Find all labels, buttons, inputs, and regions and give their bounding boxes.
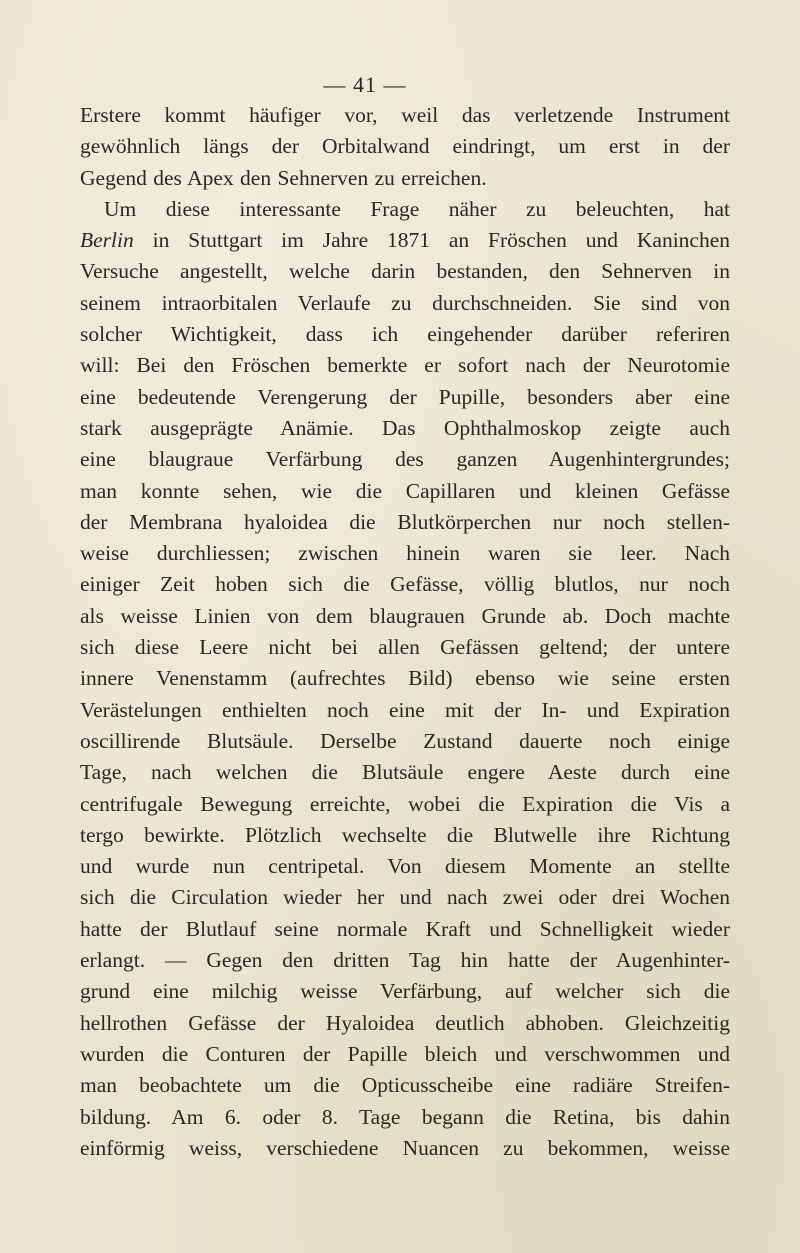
text-line: bildung. Am 6. oder 8. Tage begann die Retina, bis dahin <box>80 1104 730 1129</box>
text-line-rest: in Stuttgart im Jahre 1871 an Fröschen und Kaninchen <box>152 228 731 253</box>
text-line: Erstere kommt häufiger vor, weil das verletzende Instrument <box>80 103 730 127</box>
text-line: eine bedeutende Verengerung der Pupille, besonders aber eine <box>80 384 730 409</box>
text-line: tergo bewirkte. Plötzlich wechselte die Blutwelle ihre Richtung <box>80 822 730 847</box>
text-line: weise durchliessen; zwischen hinein waren sie leer. Nach <box>80 541 730 566</box>
text-line: hellrothen Gefässe der Hyaloidea deutlich abhoben. Gleichzeitig <box>80 1010 730 1035</box>
text-line: gewöhnlich längs der Orbitalwand eindringt, um erst in der <box>80 134 730 159</box>
text-line: einiger Zeit hoben sich die Gefässe, völlig blutlos, nur noch <box>80 572 730 597</box>
text-line: Verästelungen enthielten noch eine mit der In- und Expiration <box>80 697 730 722</box>
text-line: man konnte sehen, wie die Capillaren und kleinen Gefässe <box>80 478 730 503</box>
text-line: und wurde nun centripetal. Von diesem Momente an stellte <box>80 854 730 879</box>
text-line: wurden die Conturen der Papille bleich und verschwommen und <box>80 1041 730 1066</box>
text-line: centrifugale Bewegung erreichte, wobei die Expiration die Vis a <box>80 791 730 816</box>
text-line: Tage, nach welchen die Blutsäule engere Aeste durch eine <box>80 760 730 785</box>
text-line: solcher Wichtigkeit, dass ich eingehender darüber referiren <box>80 322 730 347</box>
text-line: oscillirende Blutsäule. Derselbe Zustand dauerte noch einige <box>80 728 730 753</box>
author-name: Berlin <box>80 228 134 253</box>
text-line: grund eine milchig weisse Verfärbung, auf welcher sich die <box>80 979 730 1004</box>
text-line: stark ausgeprägte Anämie. Das Ophthalmoskop zeigte auch <box>80 415 730 440</box>
text-line: sich die Circulation wieder her und nach zwei oder drei Wochen <box>80 885 730 910</box>
body-text <box>80 100 730 1164</box>
text-line <box>80 225 730 256</box>
text-line: Versuche angestellt, welche darin bestanden, den Sehnerven in <box>80 259 730 284</box>
text-line: hatte der Blutlauf seine normale Kraft und Schnelligkeit wieder <box>80 916 730 941</box>
text-line: man beobachtete um die Opticusscheibe eine radiäre Streifen- <box>80 1073 730 1098</box>
text-line: einförmig weiss, verschiedene Nuancen zu bekommen, weisse <box>80 1135 730 1160</box>
page-number: — 41 — <box>323 72 407 97</box>
text-line: seinem intraorbitalen Verlaufe zu durchschneiden. Sie sind von <box>80 290 730 315</box>
text-line: innere Venenstamm (aufrechtes Bild) ebenso wie seine ersten <box>80 666 730 691</box>
text-line: eine blaugraue Verfärbung des ganzen Augenhintergrundes; <box>80 447 730 472</box>
text-line: Um diese interessante Frage näher zu beleuchten, hat <box>104 196 730 221</box>
text-line: sich diese Leere nicht bei allen Gefässen geltend; der untere <box>80 635 730 660</box>
text-line: will: Bei den Fröschen bemerkte er sofort nach der Neurotomie <box>80 353 730 378</box>
text-line: erlangt. — Gegen den dritten Tag hin hatte der Augenhinter- <box>80 948 730 973</box>
text-line: als weisse Linien von dem blaugrauen Grunde ab. Doch machte <box>80 603 730 628</box>
text-line: der Membrana hyaloidea die Blutkörperchen nur noch stellen- <box>80 509 730 534</box>
text-line: Gegend des Apex den Sehnerven zu erreichen. <box>80 165 487 190</box>
